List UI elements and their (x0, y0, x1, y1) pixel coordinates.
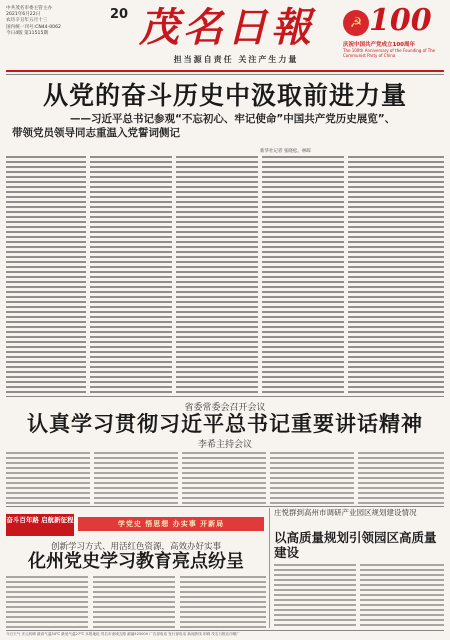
lead-subheadline-line1: ——习近平总书记参观“不忘初心、牢记使命”中国共产党历史展览”、 (70, 113, 396, 125)
masthead (6, 4, 444, 70)
campaign-banner (6, 514, 266, 536)
story3-text-column-3 (180, 576, 266, 628)
story2-text-column-5 (358, 452, 444, 504)
issue-meta (6, 6, 130, 37)
story4-kicker: 庄悦群到高州市调研产业园区规划建设情况 (274, 508, 417, 517)
section-divider (6, 506, 444, 507)
badge-caption-cn: 庆祝中国共产党成立100周年 (343, 42, 415, 48)
story2-kicker: 省委常委会召开会议 (184, 403, 266, 413)
lead-text-column-2 (90, 156, 172, 394)
masthead-rule-thin (6, 74, 444, 75)
lead-headline[interactable]: 从党的奋斗历史中汲取前进力量 (42, 81, 407, 110)
story3-headline[interactable]: 化州党史学习教育亮点纷呈 (28, 551, 244, 572)
campaign-banner-title: 奋斗百年路 启航新征程 (6, 514, 74, 536)
newspaper-title[interactable]: 茂名日報 (139, 4, 315, 51)
story4-headline[interactable]: 以高质量规划引领园区高质量建设 (274, 530, 437, 560)
story2-text-column-1 (6, 452, 90, 504)
story2-text-column-2 (94, 452, 178, 504)
story2-headline[interactable]: 认真学习贯彻习近平总书记重要讲话精神 (27, 411, 423, 436)
meta-line: 农历辛丑年五月十三 (6, 18, 48, 24)
section-divider (6, 396, 444, 397)
meta-line: 今日4版 第11515期 (6, 30, 48, 36)
meta-line: 中共茂名市委主管主办 (6, 6, 52, 11)
lead-subheadline-line2: 带领党员领导同志重温入党誓词侧记 (12, 127, 180, 139)
issue-day: 20 (110, 7, 129, 22)
page-footer: 今日天气 多云转晴 最高气温34℃ 最低气温27℃ 本报地址 茂名市油城五路 邮编525000 广告部电话 发行部电话 新闻热线 印刷 茂名日报社印刷厂 (6, 630, 444, 637)
badge-number: 100 (369, 3, 432, 38)
story3-kicker: 创新学习方式、用活红色资源，高效办好实事 (50, 542, 221, 552)
badge-caption-en: The 100th Anniversary of the Founding of The Communist Party of China (343, 48, 436, 58)
lead-text-column-5 (348, 156, 444, 394)
story3-text-column-2 (93, 576, 175, 628)
story4-text-column-2 (360, 564, 444, 628)
lead-subheadline (6, 112, 444, 140)
masthead-rule (6, 70, 444, 72)
lead-text-column-1 (6, 156, 86, 394)
meta-line: 国内统一刊号:CN44-0062 (6, 24, 61, 30)
lead-text-column-3 (176, 156, 258, 394)
masthead-slogan: 担当源自责任 关注产生力量 (173, 55, 299, 64)
story2-text-column-3 (182, 452, 266, 504)
story2-subheadline: 李希主持会议 (197, 440, 252, 450)
story2-text-column-4 (270, 452, 354, 504)
column-divider (269, 508, 270, 628)
story4-text-column-1 (274, 564, 356, 628)
campaign-banner-slogan: 学党史 悟思想 办实事 开新局 (78, 517, 264, 531)
story3-text-column-1 (6, 576, 88, 628)
meta-line: 2021年6月22日 (6, 12, 41, 18)
lead-text-column-4 (262, 156, 344, 394)
party-emblem-icon: ☭ (343, 10, 369, 36)
anniversary-badge (341, 3, 445, 64)
lead-byline: 新华社记者 张晓松、林晖 (260, 149, 311, 154)
